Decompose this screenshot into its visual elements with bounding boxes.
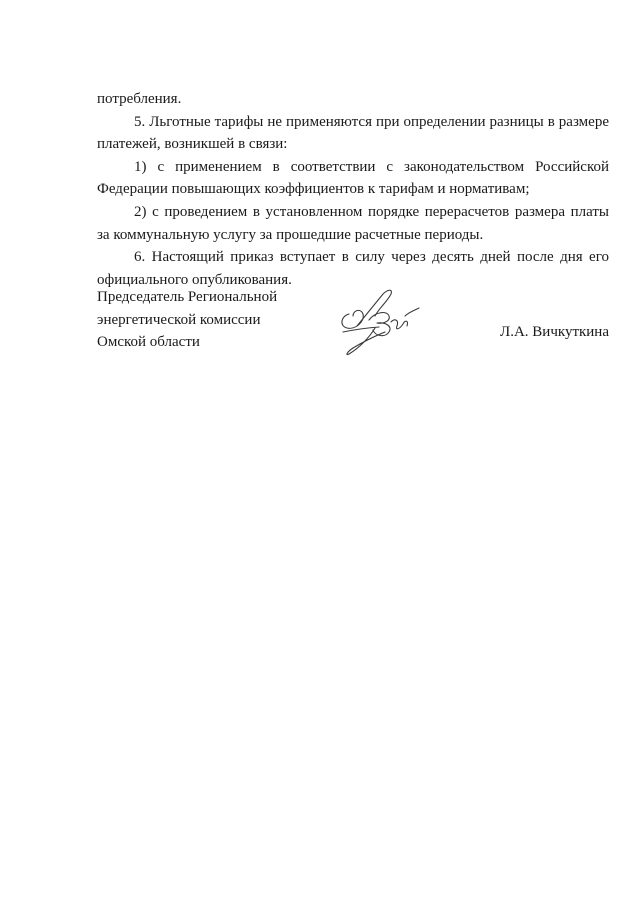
document-body (97, 88, 609, 291)
signer-position-line: Омской области (97, 334, 200, 351)
signature-block (97, 286, 609, 366)
signer-position-line: Председатель Региональной (97, 289, 278, 305)
paragraph-item-5: 5. Льготные тарифы не применяются при определении разницы в размере платежей, возникшей в связи: (97, 113, 609, 153)
signer-name: Л.А. Вичкуткина (500, 324, 609, 340)
signer-position-line: энергетической комиссии (97, 311, 261, 328)
paragraph-continuation: потребления. (97, 91, 182, 107)
paragraph-item-6: 6. Настоящий приказ вступает в силу через десять дней после дня его официального опубликования. (97, 249, 609, 288)
signer-position (97, 286, 277, 354)
paragraph-subitem-2: 2) с проведением в установленном порядке перерасчетов размера платы за коммунальную услугу за прошедшие расчетные периоды. (97, 203, 609, 243)
handwritten-signature-icon (335, 286, 425, 358)
paragraph-subitem-1: 1) с применением в соответствии с законодательством Российской Федерации повышающих коэффициентов к тарифам и нормативам; (97, 158, 609, 198)
